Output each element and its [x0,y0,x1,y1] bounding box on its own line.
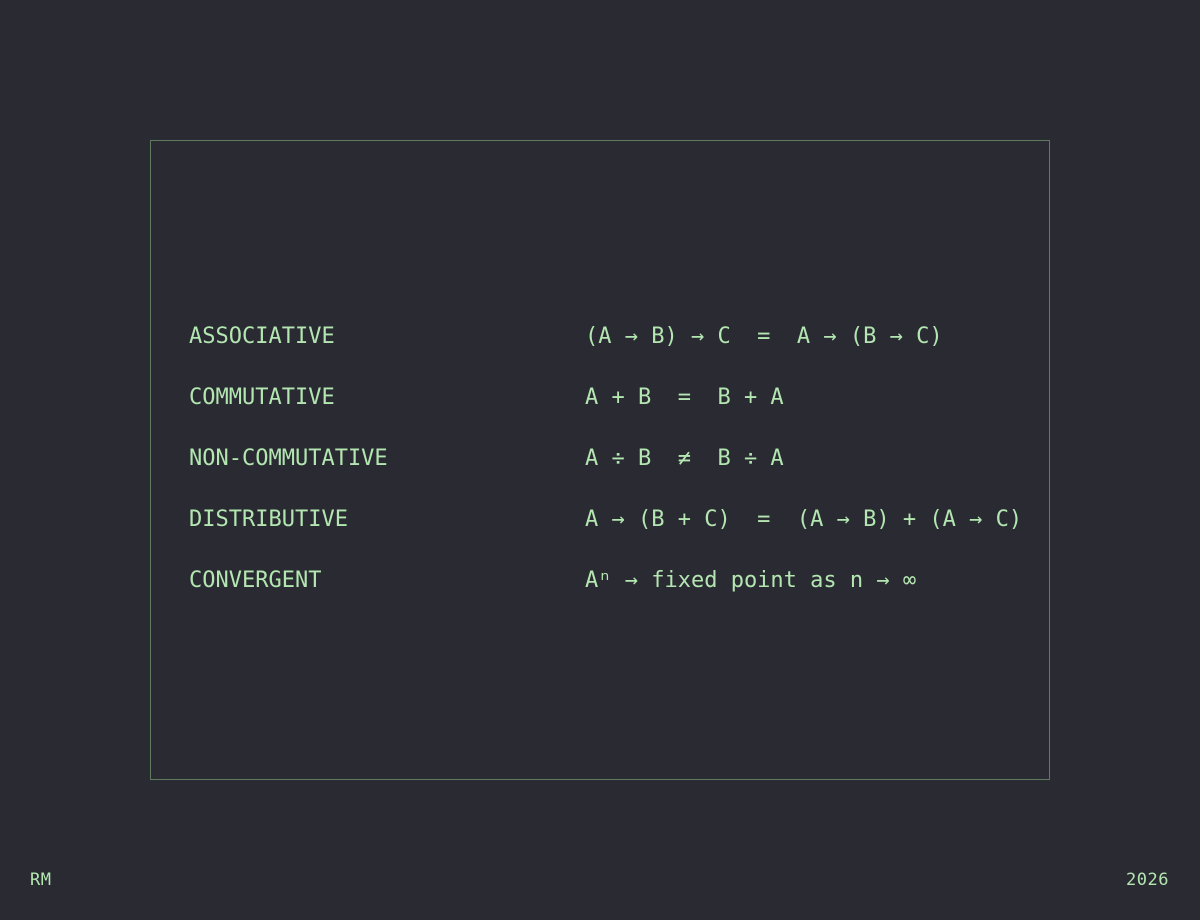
property-label: NON-COMMUTATIVE [189,446,388,471]
property-row-commutative [189,377,1069,438]
property-row-non-commutative [189,438,1069,499]
property-formula: (A → B) → C = A → (B → C) [585,324,943,349]
property-label: CONVERGENT [189,568,322,593]
footer-year: 2026 [1126,870,1169,890]
property-formula: A → (B + C) = (A → B) + (A → C) [585,507,1023,532]
property-formula: A + B = B + A [585,385,784,410]
property-formula: A ÷ B ≠ B ÷ A [585,446,784,471]
property-formula: Aⁿ → fixed point as n → ∞ [585,568,917,593]
property-label: COMMUTATIVE [189,385,335,410]
property-label: ASSOCIATIVE [189,324,335,349]
property-row-associative [189,316,1069,377]
property-label: DISTRIBUTIVE [189,507,348,532]
property-row-convergent [189,560,1069,621]
footer-initials: RM [30,870,52,890]
property-row-distributive [189,499,1069,560]
property-list [189,316,1069,621]
